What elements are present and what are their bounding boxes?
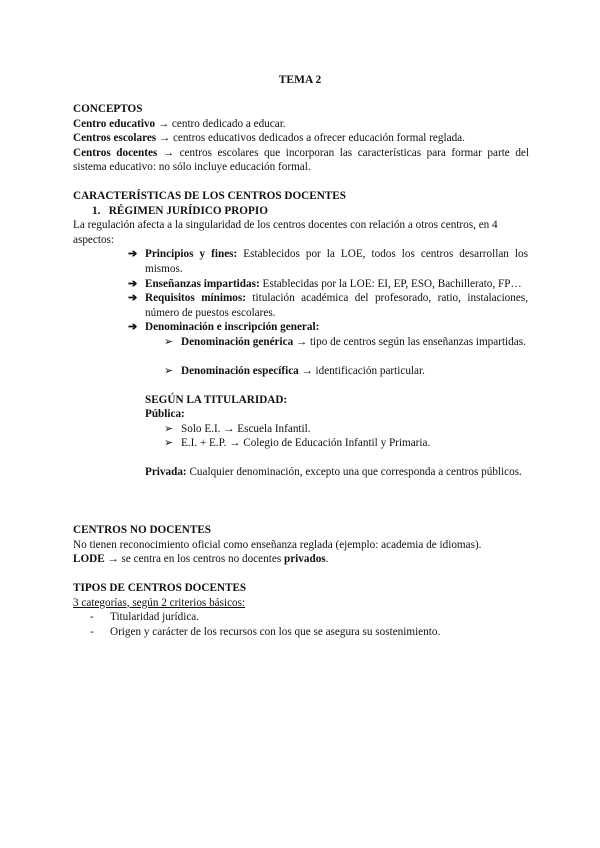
- publica-right: Colegio de Educación Infantil y Primaria.: [240, 437, 431, 449]
- aspect-term: Denominación e inscripción general:: [145, 321, 320, 333]
- arrow-bullet-icon: ➔: [128, 278, 138, 290]
- concept-item: [73, 117, 529, 132]
- arrow-icon: →: [223, 423, 235, 435]
- lode-term: LODE: [73, 553, 105, 566]
- arrow-icon: →: [158, 132, 171, 145]
- publica-left: Solo E.I.: [181, 423, 221, 435]
- arrow-bullet-icon: ➔: [128, 248, 138, 260]
- concept-text: centros educativos dedicados a ofrecer educación formal reglada.: [170, 132, 465, 145]
- subitem-term: Denominación específica: [181, 365, 299, 377]
- privada-term: Privada:: [145, 466, 187, 478]
- aspect-text: Establecidos por la LOE, todos los centros desarrollan los mismos.: [145, 248, 528, 275]
- publica-left: E.I. + E.P.: [181, 437, 227, 449]
- regimen-subheading: [92, 204, 268, 219]
- denominacion-subitem: [164, 364, 528, 379]
- lode-bold: privados: [283, 553, 326, 566]
- aspect-item: [128, 320, 528, 335]
- arrow-icon: →: [301, 365, 313, 377]
- arrow-icon: →: [162, 146, 175, 159]
- concept-item: [73, 146, 529, 175]
- arrow-bullet-icon: ➔: [128, 321, 138, 333]
- denominacion-subitem: [164, 335, 528, 350]
- lode-text: se centra en los centros no docentes: [118, 553, 284, 566]
- tipos-heading: TIPOS DE CENTROS DOCENTES: [73, 582, 247, 594]
- aspect-term: Principios y fines:: [145, 248, 238, 260]
- arrow-icon: →: [157, 117, 170, 130]
- lode-line: [73, 552, 529, 567]
- tipos-item-text: Titularidad jurídica.: [110, 611, 200, 623]
- sub-number: 1.: [92, 205, 101, 217]
- concept-item: [73, 131, 529, 146]
- tipos-subtitle: 3 categorías, según 2 criterios básicos:: [73, 596, 246, 609]
- tipos-item-text: Origen y carácter de los recursos con los que se asegura su sostenimiento.: [110, 626, 441, 638]
- arrow-icon: →: [229, 437, 241, 449]
- publica-right: Escuela Infantil.: [234, 423, 311, 435]
- concept-term: Centros docentes: [73, 146, 158, 159]
- subitem-term: Denominación genérica: [181, 336, 294, 348]
- no-docentes-section: [73, 523, 529, 567]
- arrow-icon: →: [107, 553, 119, 566]
- privada-text: Cualquier denominación, excepto una que corresponda a centros públicos.: [186, 466, 522, 478]
- sub-heading-text: RÉGIMEN JURÍDICO PROPIO: [108, 205, 268, 217]
- caracteristicas-heading: CARACTERÍSTICAS DE LOS CENTROS DOCENTES: [73, 190, 346, 202]
- arrow-icon: →: [295, 336, 308, 348]
- dash-bullet-icon: -: [90, 626, 94, 638]
- concept-term: Centros escolares: [73, 132, 157, 145]
- conceptos-heading: CONCEPTOS: [73, 103, 143, 115]
- conceptos-section: [73, 102, 529, 175]
- subitem-text: tipo de centros según las enseñanzas impartidas.: [307, 336, 526, 348]
- page-title: TEMA 2: [278, 74, 322, 86]
- triangle-bullet-icon: ➢: [164, 336, 174, 348]
- concept-text: centros escolares que incorporan las características para formar parte del sistema educativo: no sólo incluye educación formal.: [73, 146, 529, 174]
- aspect-item: [128, 277, 528, 292]
- publica-heading: Pública:: [145, 408, 185, 420]
- concept-text: centro dedicado a educar.: [169, 117, 286, 130]
- aspect-item: [128, 247, 528, 276]
- publica-item: [164, 422, 528, 437]
- triangle-bullet-icon: ➢: [164, 437, 174, 449]
- subitem-text: identificación particular.: [312, 365, 425, 377]
- concept-term: Centro educativo: [73, 117, 156, 130]
- lode-end: .: [325, 553, 329, 566]
- no-docentes-line: No tienen reconocimiento oficial como enseñanza reglada (ejemplo: academia de idiomas).: [73, 538, 482, 551]
- aspect-term: Requisitos mínimos:: [145, 292, 246, 304]
- triangle-bullet-icon: ➢: [164, 365, 174, 377]
- tipos-item: [90, 625, 530, 640]
- aspect-text: titulación académica del profesorado, ratio, instalaciones, número de puestos escolares.: [145, 292, 528, 319]
- dash-bullet-icon: -: [90, 611, 94, 623]
- privada-paragraph: [145, 465, 528, 480]
- regimen-intro: La regulación afecta a la singularidad de los centros docentes con relación a otros centros, en 4 aspectos:: [73, 219, 498, 246]
- aspect-text: Establecidas por la LOE: EI, EP, ESO, Bachillerato, FP…: [259, 278, 522, 290]
- tipos-section: [73, 581, 529, 610]
- aspect-term: Enseñanzas impartidas:: [145, 278, 260, 290]
- no-docentes-heading: CENTROS NO DOCENTES: [73, 524, 212, 536]
- arrow-bullet-icon: ➔: [128, 292, 138, 304]
- titularidad-heading: SEGÚN LA TITULARIDAD:: [145, 394, 288, 406]
- aspect-item: [128, 291, 528, 320]
- triangle-bullet-icon: ➢: [164, 423, 174, 435]
- tipos-item: [90, 610, 530, 625]
- publica-item: [164, 436, 528, 451]
